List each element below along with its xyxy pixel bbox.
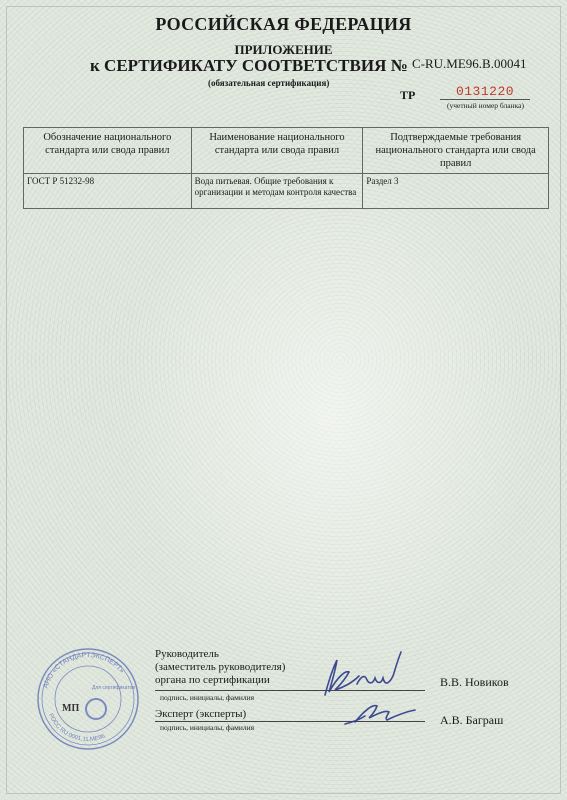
head-name: В.В. Новиков bbox=[440, 675, 509, 689]
column-header-designation: Обозначение национального стандарта или свода правил bbox=[24, 128, 192, 174]
certificate-title: к СЕРТИФИКАТУ СООТВЕТСТВИЯ № bbox=[90, 56, 408, 75]
svg-text:РОСС RU.0001.11.МЕ96 bbox=[47, 713, 107, 743]
head-title-line2: (заместитель руководителя) bbox=[155, 661, 286, 674]
cell-requirements: Раздел 3 bbox=[363, 174, 549, 209]
certificate-number: C-RU.ME96.B.00041 bbox=[412, 56, 527, 71]
cell-name: Вода питьевая. Общие требования к организации и методам контроля качества bbox=[191, 174, 363, 209]
expert-caption: подпись, инициалы, фамилия bbox=[160, 723, 255, 732]
svg-text:АНО «СТАНДАРТЭКСПЕРТ» bbox=[42, 652, 125, 689]
head-title bbox=[155, 648, 285, 688]
column-header-name: Наименование национального стандарта или свода правил bbox=[191, 128, 363, 174]
standards-table bbox=[23, 127, 549, 209]
column-header-requirements: Подтверждаемые требования национального стандарта или свода правил bbox=[363, 128, 549, 174]
form-prefix: ТР bbox=[400, 88, 416, 102]
stamp-bottom-text: РОСС RU.0001.11.МЕ96 bbox=[47, 712, 107, 744]
appendix-title: ПРИЛОЖЕНИЕ bbox=[234, 42, 333, 57]
stamp-ring-text: АНО «СТАНДАРТЭКСПЕРТ» bbox=[42, 651, 126, 690]
certification-type: (обязательная сертификация) bbox=[208, 78, 330, 88]
cell-designation: ГОСТ Р 51232-98 bbox=[24, 174, 192, 209]
expert-title: Эксперт (эксперты) bbox=[155, 708, 247, 720]
handwritten-signatures bbox=[315, 640, 435, 730]
expert-name: А.В. Баграш bbox=[440, 713, 504, 727]
seal-stamp bbox=[34, 645, 142, 753]
country-title: РОССИЙСКАЯ ФЕДЕРАЦИЯ bbox=[155, 14, 412, 34]
head-title-line1: Руководитель bbox=[155, 648, 219, 660]
table-header-row bbox=[24, 128, 549, 174]
stamp-mark: МП bbox=[62, 703, 80, 714]
head-title-line3: органа по сертификации bbox=[155, 674, 270, 687]
head-caption: подпись, инициалы, фамилия bbox=[160, 693, 255, 702]
form-number: 0131220 bbox=[440, 84, 530, 100]
stamp-inner-text: Для сертификатов bbox=[92, 685, 135, 691]
form-number-caption: (учетный номер бланка) bbox=[447, 101, 524, 110]
table-row bbox=[24, 174, 549, 209]
